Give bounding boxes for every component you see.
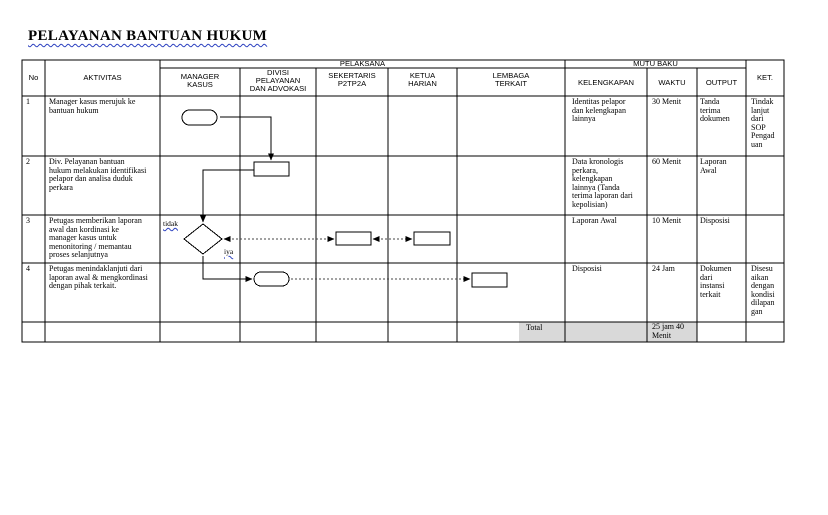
row-3-no: 3 bbox=[26, 217, 30, 225]
header-role-manager: MANAGER KASUS bbox=[180, 73, 220, 89]
flow-arrow-start-to-divisi bbox=[220, 117, 271, 160]
decision-label-tidak: tidak bbox=[163, 219, 178, 228]
row-2-no: 2 bbox=[26, 158, 30, 166]
header-ket: KET. bbox=[756, 74, 774, 82]
row-2-waktu: 60 Menit bbox=[652, 158, 682, 166]
row-1-aktivitas: Manager kasus merujuk ke bantuan hukum bbox=[49, 98, 136, 115]
flow-start-terminator bbox=[182, 110, 217, 125]
row-2-aktivitas: Div. Pelayanan bantuan hukum melakukan identifikasi pelapor dan analisa duduk perkara bbox=[49, 158, 147, 192]
row-3-kelengkapan: Laporan Awal bbox=[572, 217, 617, 225]
row-3-aktivitas: Petugas memberikan laporan awal dan kordinasi ke manager kasus untuk menonitoring / memantau proses selanjutnya bbox=[49, 217, 142, 260]
flow-process-ketua bbox=[414, 232, 450, 245]
header-mutu-baku: MUTU BAKU bbox=[633, 60, 678, 68]
row-3-output: Disposisi bbox=[700, 217, 730, 225]
row-1-waktu: 30 Menit bbox=[652, 98, 682, 106]
row-4-ket: Disesu aikan dengan kondisi dilapan gan bbox=[751, 265, 775, 316]
flow-arrow-decision-to-end bbox=[203, 256, 252, 279]
header-role-sekertaris: SEKERTARIS P2TP2A bbox=[328, 72, 376, 88]
flow-process-sekertaris bbox=[336, 232, 371, 245]
header-waktu: WAKTU bbox=[658, 79, 686, 87]
row-4-kelengkapan: Disposisi bbox=[572, 265, 602, 273]
row-1-kelengkapan: Identitas pelapor dan kelengkapan lainnya bbox=[572, 98, 626, 124]
header-no: No bbox=[28, 74, 39, 82]
flow-arrow-divisi-to-decision bbox=[203, 170, 254, 222]
row-1-output: Tanda terima dokumen bbox=[700, 98, 730, 124]
header-role-lembaga: LEMBAGA TERKAIT bbox=[492, 72, 530, 88]
row-1-no: 1 bbox=[26, 98, 30, 106]
row-1-ket: Tindak lanjut dari SOP Pengad uan bbox=[751, 98, 775, 149]
row-4-waktu: 24 Jam bbox=[652, 265, 675, 273]
flow-process-lembaga bbox=[472, 273, 507, 287]
row-2-kelengkapan: Data kronologis perkara, kelengkapan lainnya (Tanda terima laporan dari kepolisian) bbox=[572, 158, 633, 209]
header-output: OUTPUT bbox=[705, 79, 738, 87]
row-2-output: Laporan Awal bbox=[700, 158, 727, 175]
total-waktu: 25 jam 40 Menit bbox=[652, 323, 684, 340]
decision-label-iya: iya bbox=[224, 247, 234, 256]
header-kelengkapan: KELENGKAPAN bbox=[578, 79, 634, 87]
header-role-ketua: KETUA HARIAN bbox=[408, 72, 437, 88]
row-4-no: 4 bbox=[26, 265, 30, 273]
flow-end-terminator bbox=[254, 272, 289, 286]
header-role-divisi: DIVISI PELAYANAN DAN ADVOKASI bbox=[249, 69, 307, 93]
flow-process-divisi bbox=[254, 162, 289, 176]
flow-decision-diamond bbox=[184, 224, 222, 254]
row-4-output: Dokumen dari instansi terkait bbox=[700, 265, 732, 299]
header-aktivitas: AKTIVITAS bbox=[83, 74, 122, 82]
header-pelaksana: PELAKSANA bbox=[339, 60, 386, 68]
row-4-aktivitas: Petugas menindaklanjuti dari laporan awal & mengkordinasi dengan pihak terkait. bbox=[49, 265, 148, 291]
row-3-waktu: 10 Menit bbox=[652, 217, 682, 225]
total-label: Total bbox=[526, 324, 543, 332]
document-title: PELAYANAN BANTUAN HUKUM bbox=[28, 28, 268, 44]
